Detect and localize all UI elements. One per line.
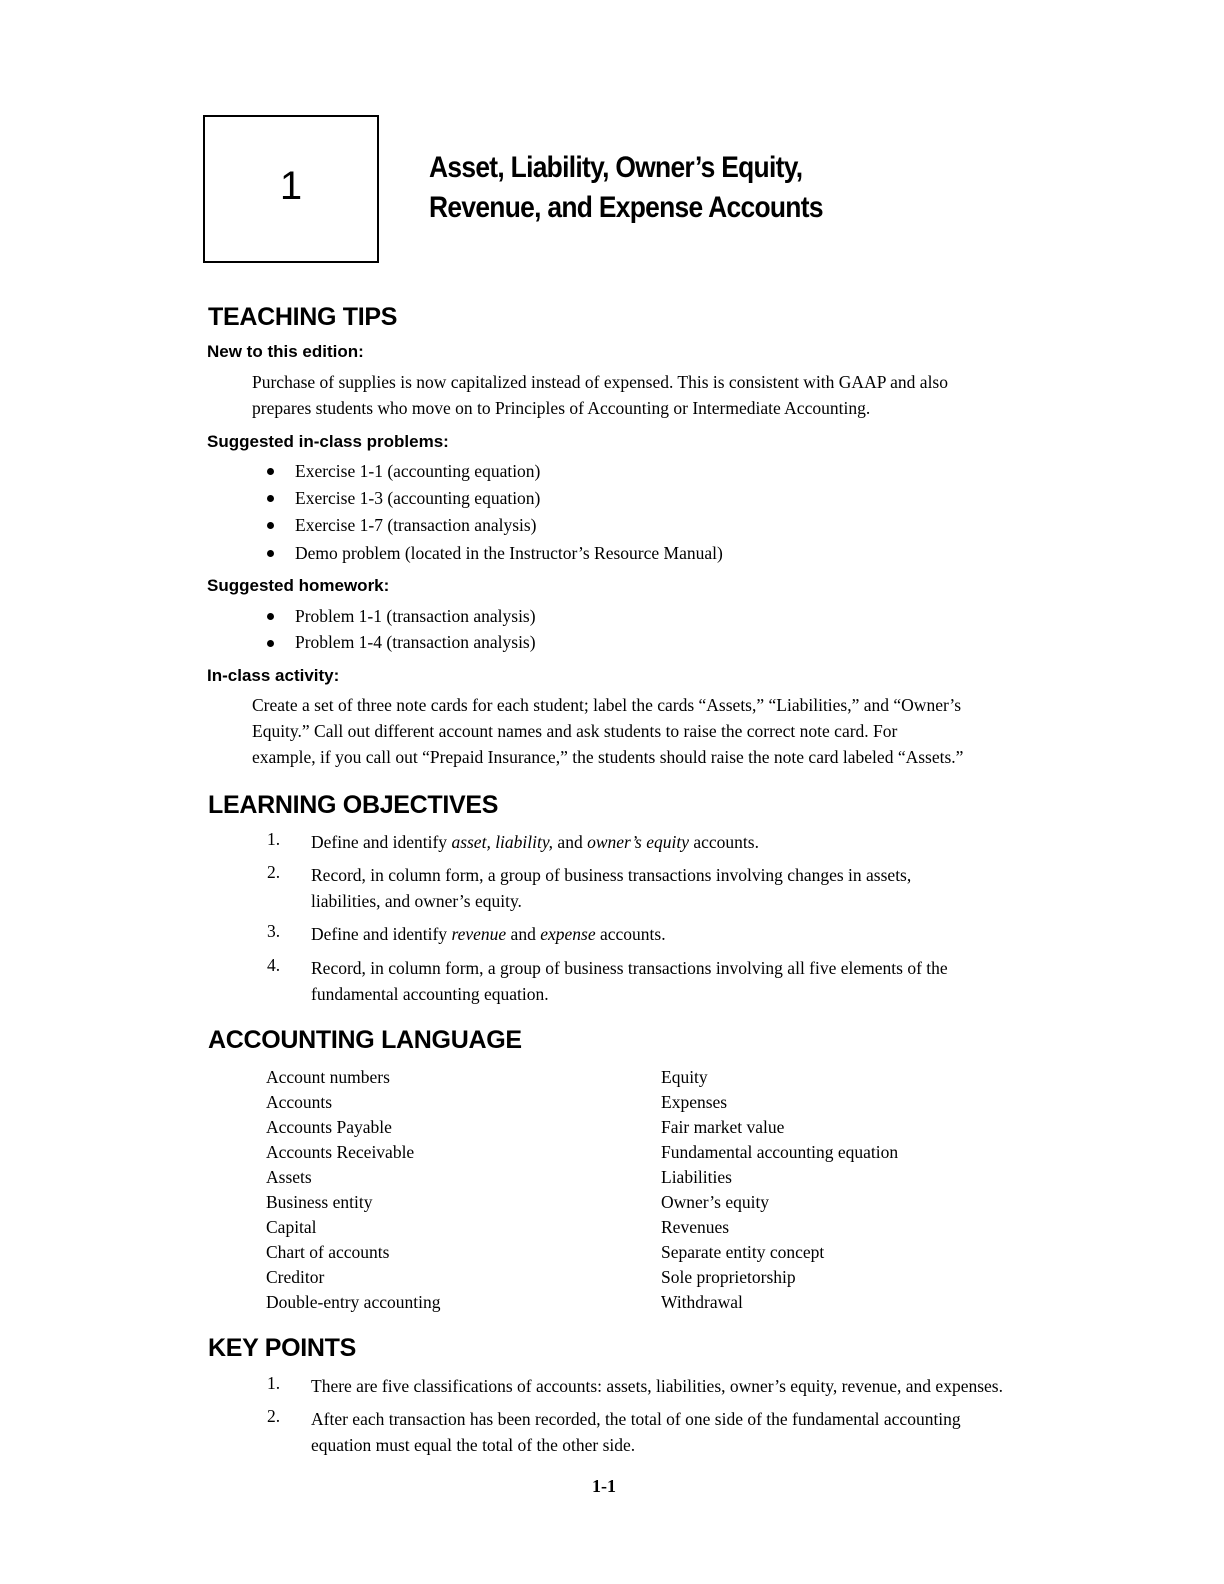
bullet-icon (267, 468, 274, 475)
subheading-suggested-homework: Suggested homework: (207, 576, 390, 595)
term-item: Accounts (266, 1092, 333, 1112)
activity-text-line-2: Equity.” Call out different account names and ask students to raise the correct note card. For (252, 721, 898, 741)
objective-number: 3. (267, 921, 281, 941)
term-item: Revenues (661, 1217, 730, 1237)
term-item: Expenses (661, 1092, 728, 1112)
key-point-number: 1. (267, 1373, 281, 1393)
bullet-icon (267, 522, 274, 529)
term-item: Business entity (266, 1192, 373, 1212)
bullet-icon (267, 640, 274, 647)
page-number: 1-1 (592, 1476, 616, 1496)
objective-text-line-2: liabilities, and owner’s equity. (311, 891, 522, 911)
term-item: Account numbers (266, 1067, 390, 1087)
objective-text-line-2: fundamental accounting equation. (311, 984, 549, 1004)
key-point-text-line-1: After each transaction has been recorded, the total of one side of the fundamental accounting (311, 1409, 961, 1429)
section-heading-accounting-language: ACCOUNTING LANGUAGE (208, 1026, 522, 1054)
term-item: Liabilities (661, 1167, 732, 1187)
section-heading-key-points: KEY POINTS (208, 1334, 356, 1362)
objective-number: 1. (267, 829, 281, 849)
new-edition-text-line-1: Purchase of supplies is now capitalized instead of expensed. This is consistent with GAAP and also (252, 372, 948, 392)
key-point-text: There are five classifications of accounts: assets, liabilities, owner’s equity, revenue, and expenses. (311, 1376, 1003, 1396)
section-heading-teaching-tips: TEACHING TIPS (208, 303, 398, 331)
chapter-number-box (203, 115, 379, 263)
subheading-new-to-this-edition: New to this edition: (207, 342, 364, 361)
bullet-icon (267, 550, 274, 557)
term-item: Assets (266, 1167, 312, 1187)
chapter-number: 1 (279, 164, 303, 208)
term-item: Double-entry accounting (266, 1292, 441, 1312)
objective-number: 2. (267, 862, 281, 882)
objective-number: 4. (267, 955, 281, 975)
term-item: Capital (266, 1217, 317, 1237)
key-point-text-line-2: equation must equal the total of the other side. (311, 1435, 636, 1455)
term-item: Withdrawal (661, 1292, 743, 1312)
bullet-icon (267, 613, 274, 620)
term-item: Separate entity concept (661, 1242, 825, 1262)
list-item-text: Exercise 1-7 (transaction analysis) (295, 515, 537, 535)
objective-text-line-1: Record, in column form, a group of business transactions involving all five elements of the (311, 958, 948, 978)
new-edition-text-line-2: prepares students who move on to Principles of Accounting or Intermediate Accounting. (252, 398, 871, 418)
section-heading-learning-objectives: LEARNING OBJECTIVES (208, 791, 499, 819)
subheading-in-class-activity: In-class activity: (207, 666, 340, 685)
bullet-icon (267, 495, 274, 502)
objective-text-line-1: Record, in column form, a group of business transactions involving changes in assets, (311, 865, 912, 885)
term-item: Creditor (266, 1267, 325, 1287)
list-item-text: Problem 1-1 (transaction analysis) (295, 606, 536, 626)
chapter-title (429, 148, 823, 228)
term-item: Sole proprietorship (661, 1267, 796, 1287)
key-point-number: 2. (267, 1406, 281, 1426)
term-item: Accounts Receivable (266, 1142, 415, 1162)
subheading-in-class-problems: Suggested in-class problems: (207, 432, 449, 451)
list-item-text: Exercise 1-3 (accounting equation) (295, 488, 541, 508)
term-item: Equity (661, 1067, 708, 1087)
term-item: Fair market value (661, 1117, 785, 1137)
list-item-text: Exercise 1-1 (accounting equation) (295, 461, 541, 481)
list-item-text: Problem 1-4 (transaction analysis) (295, 632, 536, 652)
objective-text: Define and identify revenue and expense accounts. (311, 924, 666, 944)
term-item: Owner’s equity (661, 1192, 770, 1212)
term-item: Chart of accounts (266, 1242, 390, 1262)
chapter-title-line-2: Revenue, and Expense Accounts (429, 191, 823, 224)
term-item: Fundamental accounting equation (661, 1142, 899, 1162)
term-item: Accounts Payable (266, 1117, 392, 1137)
chapter-title-line-1: Asset, Liability, Owner’s Equity, (429, 151, 803, 184)
activity-text-line-3: example, if you call out “Prepaid Insurance,” the students should raise the note card labeled “Assets.” (252, 747, 964, 767)
objective-text: Define and identify asset, liability, and owner’s equity accounts. (311, 832, 759, 852)
activity-text-line-1: Create a set of three note cards for each student; label the cards “Assets,” “Liabilities,” and “Owner’s (252, 695, 962, 715)
list-item-text: Demo problem (located in the Instructor’s Resource Manual) (295, 543, 723, 563)
